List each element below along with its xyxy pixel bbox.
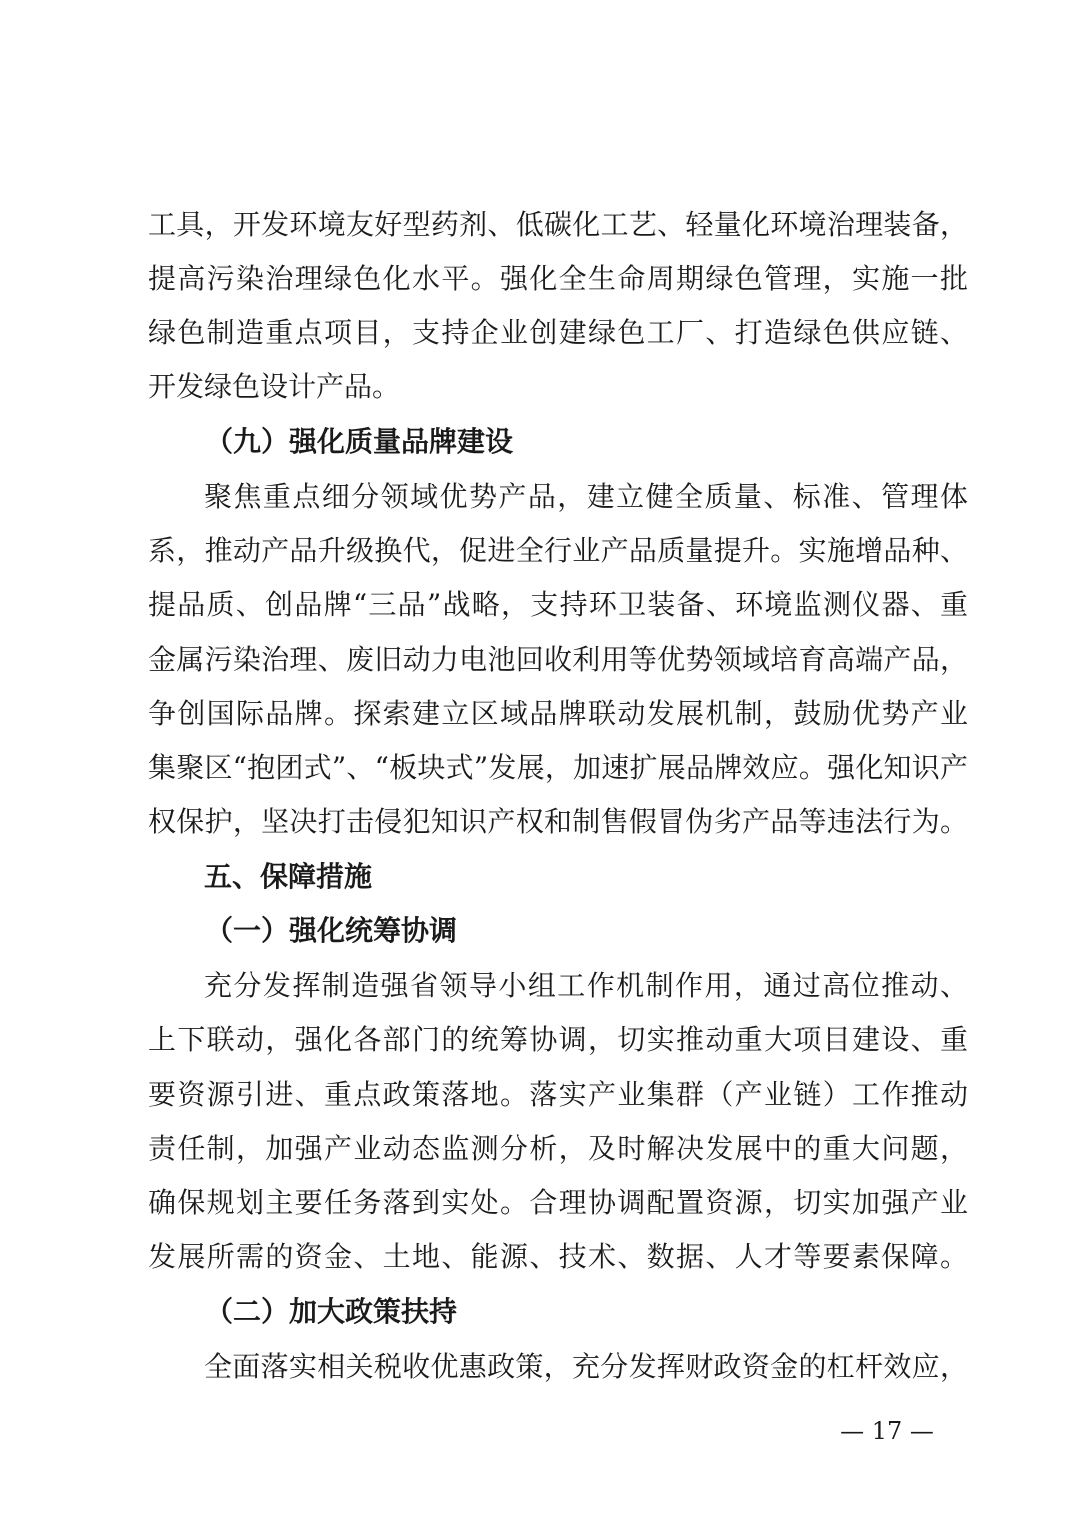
- paragraph-line: 发展所需的资金、土地、能源、技术、数据、人才等要素保障。: [148, 1240, 968, 1273]
- subsection-heading: （二）加大政策扶持: [205, 1295, 458, 1328]
- paragraph-line: 争创国际品牌。探索建立区域品牌联动发展机制，鼓励优势产业: [148, 697, 968, 730]
- paragraph-line: 确保规划主要任务落到实处。合理协调配置资源，切实加强产业: [148, 1186, 968, 1219]
- paragraph-line: 责任制，加强产业动态监测分析，及时解决发展中的重大问题，: [148, 1132, 968, 1165]
- paragraph-line: 权保护，坚决打击侵犯知识产权和制售假冒伪劣产品等违法行为。: [148, 805, 968, 838]
- paragraph-line: 提高污染治理绿色化水平。强化全生命周期绿色管理，实施一批: [148, 262, 968, 295]
- paragraph-line: 提品质、创品牌“三品”战略，支持环卫装备、环境监测仪器、重: [148, 588, 968, 621]
- paragraph-line: 金属污染治理、废旧动力电池回收利用等优势领域培育高端产品，: [148, 643, 968, 676]
- paragraph-line: 聚焦重点细分领域优势产品，建立健全质量、标准、管理体: [204, 480, 968, 513]
- paragraph-line: 开发绿色设计产品。: [148, 370, 401, 403]
- paragraph-line: 上下联动，强化各部门的统筹协调，切实推动重大项目建设、重: [148, 1023, 968, 1056]
- section-heading: 五、保障措施: [204, 860, 373, 893]
- page-number-footer: [0, 1414, 1080, 1448]
- paragraph-line: 集聚区“抱团式”、“板块式”发展，加速扩展品牌效应。强化知识产: [148, 751, 968, 784]
- paragraph-line: 工具，开发环境友好型药剂、低碳化工艺、轻量化环境治理装备，: [148, 208, 968, 241]
- paragraph-line: 要资源引进、重点政策落地。落实产业集群（产业链）工作推动: [148, 1078, 968, 1111]
- paragraph-line: 绿色制造重点项目，支持企业创建绿色工厂、打造绿色供应链、: [148, 316, 968, 349]
- paragraph-line: 充分发挥制造强省领导小组工作机制作用，通过高位推动、: [204, 969, 968, 1002]
- paragraph-line: 系，推动产品升级换代，促进全行业产品质量提升。实施增品种、: [148, 534, 968, 567]
- page-number: — 17 —: [840, 1417, 934, 1445]
- subsection-heading: （九）强化质量品牌建设: [205, 425, 514, 458]
- subsection-heading: （一）强化统筹协调: [205, 914, 458, 947]
- paragraph-line: 全面落实相关税收优惠政策，充分发挥财政资金的杠杆效应，: [204, 1350, 968, 1383]
